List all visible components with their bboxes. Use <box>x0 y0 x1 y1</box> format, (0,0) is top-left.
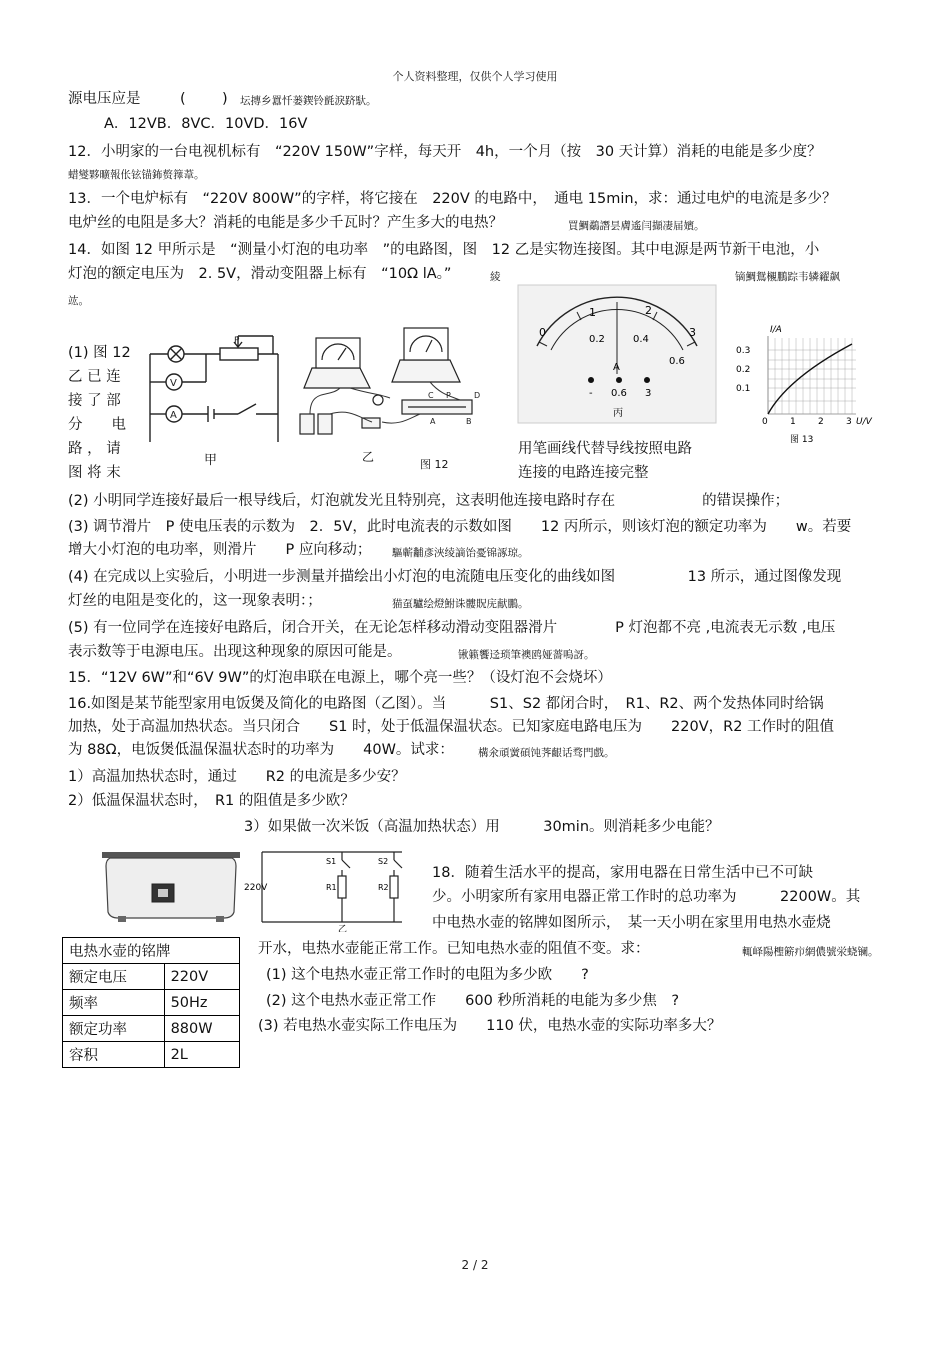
kettle-nameplate-table <box>62 937 240 1068</box>
q1-vertical-text: 路 ， 请 <box>68 441 121 457</box>
bracket-close: ) <box>222 91 228 107</box>
text-line: 源电压应是 <box>68 91 141 107</box>
terminal-label: B <box>466 417 472 426</box>
table-row <box>63 1042 240 1068</box>
q1-right-text: 连接的电路连接完整 <box>518 465 649 481</box>
meter-tick: 2 <box>645 304 652 317</box>
terminal-label: D <box>474 391 481 400</box>
garbled-text: 構氽頑黉碩饨荠齦话骛門戲。 <box>478 747 615 759</box>
graph-ytick: 0.3 <box>736 346 751 356</box>
fig12-bing-label: 丙 <box>613 408 623 419</box>
question-16-cont: 加热，处于高温加热状态。当只闭合 S1 时，处于低温保温状态。已知家庭电路电压为 220V，R2 工作时的阻值 <box>68 719 835 735</box>
q4-cont: 灯丝的电阻是变化的，这一现象表明：； <box>68 593 322 609</box>
garbled-text: 竑。 <box>68 295 89 307</box>
q1-right-text: 用笔画线代替导线按照电路 <box>518 441 692 457</box>
nameplate-value: 2L <box>164 1042 239 1068</box>
question-18-cont: 少。小明家所有家用电器正常工作时的总功率为 2200W。其 <box>432 889 861 905</box>
circuit-caption: 乙 <box>338 925 348 932</box>
graph-xtick: 3 <box>846 417 852 427</box>
sub-question-2: 2）低温保温状态时， R1 的阻值是多少欧？ <box>68 793 355 809</box>
garbled-text: 坛摶乡囂忏蒌鍥铃氈淚跻馱。 <box>240 95 377 107</box>
meter-inner-tick: 0.4 <box>633 334 649 345</box>
garbled-text: 輒峄陽檉簖疖網儂號泶蛲镧。 <box>742 946 879 958</box>
question-12: 12．小明家的一台电视机标有 “220V 150W”字样，每天开 4h，一个月（按 30 天计算）消耗的电能是多少度？ <box>68 144 822 160</box>
nameplate-value: 880W <box>164 1016 239 1042</box>
meter-inner-tick: 0.2 <box>589 334 605 345</box>
q1-vertical-text: 分 电 <box>68 417 126 433</box>
voltmeter-symbol: V <box>170 378 177 389</box>
graph-xtick: 2 <box>818 417 824 427</box>
garbled-text: 镝鯛鴛櫬鵬踪韦辚糴飙 <box>735 271 840 283</box>
meter-terminal: 0.6 <box>611 388 627 399</box>
nameplate-title: 电热水壶的铭牌 <box>63 938 240 964</box>
q3-cont: 增大小灯泡的电功率，则滑片 P 应向移动； <box>68 542 372 558</box>
terminal-label: P <box>446 391 451 400</box>
question-16-cont: 为 88Ω，电饭煲低温保温状态时的功率为 40W。试求： <box>68 742 454 758</box>
page-number: 2 / 2 <box>461 1258 489 1272</box>
nameplate-value: 220V <box>164 964 239 990</box>
question-13: 13．一个电炉标有 “220V 800W”的字样，将它接在 220V 的电路中， 通电 15min，求：通过电炉的电流是多少？ <box>68 191 837 207</box>
question-14: 14．如图 12 甲所示是 “测量小灯泡的电功率 ”的电路图，图 12 乙是实物连接图。其中电源是两节新干电池，小 <box>68 242 820 258</box>
garbled-text: 綾 <box>490 271 501 283</box>
choices-line: A．12VB．8VC．10VD．16V <box>104 116 308 132</box>
label-p: P <box>234 336 240 346</box>
graph-ylabel: I/A <box>770 325 782 335</box>
bracket-open: ( <box>180 91 186 107</box>
q18-sub-2: (2) 这个电热水壶正常工作 600 秒所消耗的电能为多少焦 ? <box>266 993 680 1009</box>
q4-line: (4) 在完成以上实验后，小明进一步测量并描绘出小灯泡的电流随电压变化的曲线如图 13 所示，通过图像发现 <box>68 569 842 585</box>
ammeter-symbol: A <box>170 410 177 421</box>
garbled-text: 驅蘄黼彥浹绫謫饴憂锦諑琼。 <box>392 547 529 559</box>
table-row <box>63 938 240 964</box>
graph-xtick: 0 <box>762 417 768 427</box>
fig12-caption: 图 12 <box>420 458 449 471</box>
q2-line: (2) 小明同学连接好最后一根导线后，灯泡就发光且特别亮，这表明他连接电路时存在 的错误操作； <box>68 493 790 509</box>
sub-question-1: 1）高温加热状态时，通过 R2 的电流是多少安？ <box>68 769 406 785</box>
terminal-label: C <box>428 391 434 400</box>
table-row <box>63 964 240 990</box>
cooker-circuit <box>242 846 412 932</box>
switch-label: S1 <box>326 857 337 866</box>
nameplate-value: 50Hz <box>164 990 239 1016</box>
meter-tick: 0 <box>539 326 546 339</box>
q3-line: (3) 调节滑片 P 使电压表的示数为 2．5V，此时电流表的示数如图 12 丙所示，则该灯泡的额定功率为 w。若要 <box>68 519 852 535</box>
q18-sub-3: (3) 若电热水壶实际工作电压为 110 伏，电热水壶的实际功率多大？ <box>258 1018 722 1034</box>
page-header: 个人资料整理，仅供个人学习使用 <box>392 70 558 83</box>
nameplate-key: 额定功率 <box>63 1016 165 1042</box>
q1-vertical-text: 接 了 部 <box>68 393 121 409</box>
question-14-cont: 灯泡的额定电压为 2. 5V，滑动变阻器上标有 “10Ω lA。” <box>68 266 452 282</box>
graph-xlabel: U/V <box>856 417 872 427</box>
question-18-cont: 开水，电热水壶能正常工作。已知电热水壶的阻值不变。求： <box>258 941 650 957</box>
q18-sub-1: (1) 这个电热水壶正常工作时的电阻为多少欧 ? <box>266 967 589 983</box>
terminal-label: A <box>430 417 436 426</box>
meter-tick: 1 <box>589 306 596 319</box>
graph-xtick: 1 <box>790 417 796 427</box>
q1-prefix: (1) 图 12 <box>68 345 131 361</box>
garbled-text: 锹籁饗迳琐筆襖鸥娅薔嗚訝。 <box>458 649 595 661</box>
circuit-diagram-jia <box>138 332 288 464</box>
rice-cooker-image <box>96 846 246 926</box>
question-18-cont: 中电热水壶的铭牌如图所示， 某一天小明在家里用电热水壶烧 <box>432 915 831 931</box>
switch-label: S2 <box>378 857 389 866</box>
apparatus-yi <box>290 318 515 448</box>
fig12-jia-label: 甲 <box>204 453 218 468</box>
iu-graph <box>728 318 898 448</box>
fig12-yi-label: 乙 <box>362 450 375 464</box>
meter-terminal: 3 <box>645 388 652 399</box>
q5-cont: 表示数等于电源电压。出现这种现象的原因可能是。 <box>68 644 402 660</box>
question-16: 16.如图是某节能型家用电饭煲及简化的电路图（乙图）。当 S1、S2 都闭合时， R1、R2、两个发热体同时给锅 <box>68 696 824 712</box>
q1-vertical-text: 乙 已 连 <box>68 369 121 385</box>
meter-unit: A <box>613 362 620 373</box>
meter-terminal: - <box>589 388 593 399</box>
resistor-label: R2 <box>378 883 389 892</box>
question-18: 18．随着生活水平的提高，家用电器在日常生活中已不可缺 <box>432 865 813 881</box>
circuit-voltage: 220V <box>244 883 268 893</box>
graph-ytick: 0.1 <box>736 384 751 394</box>
table-row <box>63 1016 240 1042</box>
question-15: 15．“12V 6W”和“6V 9W”的灯泡串联在电源上，哪个亮一些？（设灯泡不会烧坏） <box>68 670 612 686</box>
sub-question-3: 3）如果做一次米饭（高温加热状态）用 30min。则消耗多少电能？ <box>244 819 720 835</box>
q5-line: (5) 有一位同学在连接好电路后，闭合开关，在无论怎样移动滑动变阻器滑片 P 灯泡都不亮 ,电流表无示数 ,电压 <box>68 620 836 636</box>
resistor-label: R1 <box>326 883 337 892</box>
garbled-text: 蜡燮夥曠報伥铉锚鈽赘籜葦。 <box>68 169 205 181</box>
ammeter-bing <box>517 284 717 424</box>
nameplate-key: 额定电压 <box>63 964 165 990</box>
nameplate-key: 频率 <box>63 990 165 1016</box>
fig13-caption: 图 13 <box>790 435 814 445</box>
q1-vertical-text: 图 将 末 <box>68 465 121 481</box>
table-row <box>63 990 240 1016</box>
garbled-text: 買鯛鷸譖昙膚遙闫擷凄届嬪。 <box>568 220 705 232</box>
meter-inner-tick: 0.6 <box>669 356 685 367</box>
garbled-text: 猫虿驢绘燈鮒诛髏貺庑献鵬。 <box>392 598 529 610</box>
nameplate-key: 容积 <box>63 1042 165 1068</box>
graph-ytick: 0.2 <box>736 365 751 375</box>
question-13-cont: 电炉丝的电阻是多大？消耗的电能是多少千瓦时？产生多大的电热？ <box>68 215 503 231</box>
meter-tick: 3 <box>689 326 696 339</box>
